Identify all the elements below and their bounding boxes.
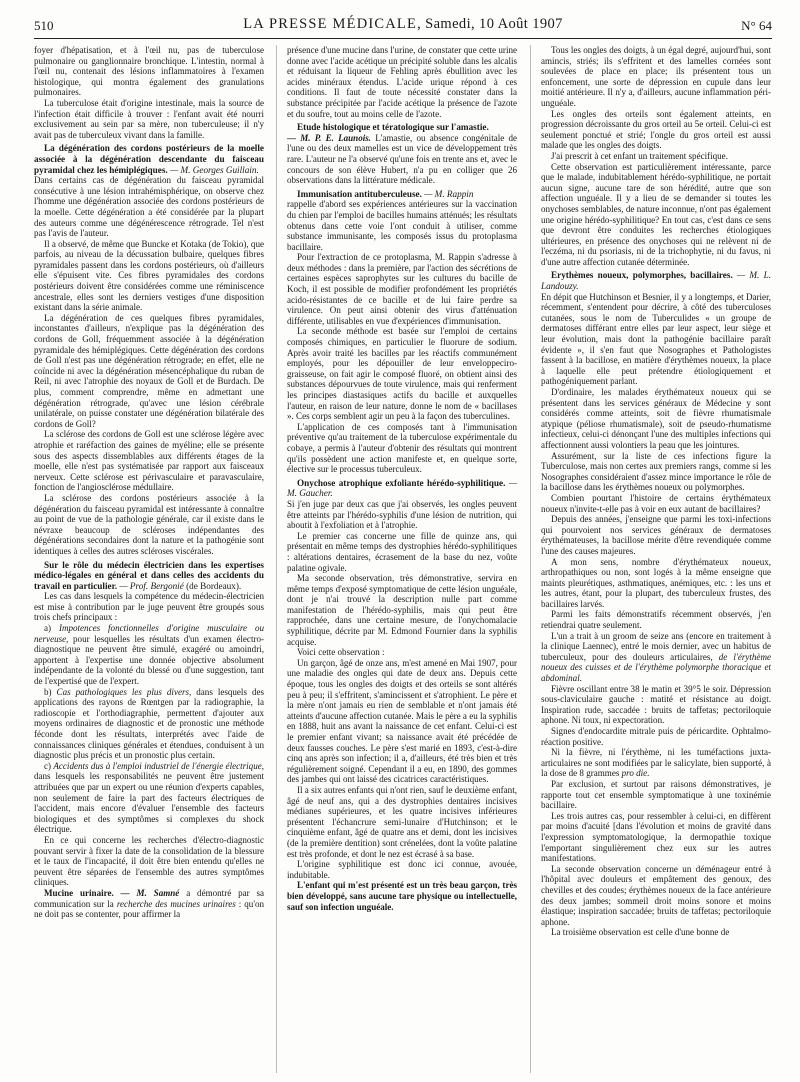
section-title: Erythèmes noueux, polymorphes, bacillaires. [551, 270, 733, 281]
paragraph: Les cas dans lesquels la compétence du médecin-électricien est mise à contribution par le juge peuvent être groupés sous trois chefs principaux : [34, 591, 264, 623]
paragraph: Il a six autres enfants qui n'ont rien, sauf le deuxième enfant, âgé de neuf ans, qui a des dystrophies dentaires incisives médianes supérieures, et les quatre incisives inférieures présentent l'échancrure semi-lunaire d'Hutchinson; et le cinquième enfant, âgé de quatre ans et demi, dont les incisives (de la première dentition) sont crénelées, dont la voûte palatine est très profonde, et dont le nez est écrasé à sa base. [287, 784, 517, 859]
section-author: — M. P. E. Launois. [287, 132, 372, 143]
item-emphasis: Accidents dus à l'emploi industriel de l'énergie électrique, [53, 760, 264, 771]
text-run: a démontré par sa communication sur la [34, 887, 264, 909]
paragraph [541, 631, 771, 684]
paragraph: Ma seconde observation, très démonstrative, servira en même temps d'exposé symptomatique de cette lésion unguéale, dont je n'ai trouvé la description nulle part comme manifestation de l'hérédo-syphilis, mais qui peut être rapprochée, dans une certaine mesure, de l'onychomalacie syphilitique, décrite par M. Edmond Fournier dans la syphilis acquise. [287, 573, 517, 647]
column-rule [276, 45, 277, 1073]
paragraph: L'application de ces composés tant à l'immunisation préventive qu'au traitement de la tuberculose expérimentale du cobaye, a permis à l'auteur d'obtenir des résultats qui montrent qu'ils possèdent une action manifeste et, en quelque sorte, élective sur le processus tuberculeux. [287, 421, 517, 475]
paragraph: La sclérose des cordons de Goll est une sclérose légère avec atrophie et raréfaction des gaines de myéline; elle se présente sous des aspects dissemblables aux différents étages de la moelle, elle n'est pas systématisée par rapport aux faisceaux nerveux. Cette sclérose est périvasculaire et paravasculaire, fonction de l'angiosclérose médullaire. [34, 429, 264, 493]
text-run: Ni la fièvre, ni l'érythème, ni les tuméfactions juxta-articulaires ne sont modifiées par le salicylate, bien supporté, à la dose de 8 grammes [541, 747, 771, 779]
text-emphasis: recherche des mucines urinaires [116, 898, 236, 909]
item-text: dans lesquels les responsabilités ne peuvent être justement attribuées que par un expert ou une réunion d'experts capables, non seulement de faire la part des facteurs électriques de l'accident, mais encore d'évaluer l'ensemble des facteurs biologiques et des symptômes si complexes du shock électrique. [34, 771, 264, 835]
section-title: Sur le rôle du médecin électricien dans les expertises médico-légales en général et dans celles des accidents du travail en particulier. [34, 559, 264, 591]
paragraph: Les trois autres cas, pour ressembler à celui-ci, en diffèrent par moins d'acuité [dans l'évolution et moins de gravité dans l'expression symptomatologique, la dermopathie toxique l'emportant singulièrement chez eux sur les autres manifestations. [541, 810, 771, 864]
text-run: : qu'on ne doit pas se contenter, pour affirmer la [34, 898, 264, 920]
text-emphasis: pro die. [621, 768, 650, 779]
paragraph: Tous les ongles des doigts, à un égal degré, aujourd'hui, sont amincis, striés; ils s'effritent et des lamelles cornées sont soulevées de place en place; ils présentent tous un enfoncement, une sorte de dépression en cupule dans leur moitié antérieure. Il n'y a, d'ailleurs, aucune inflammation péri-unguéale. [541, 45, 771, 108]
column-2 [287, 45, 517, 1075]
column-rule [530, 45, 531, 1073]
section-title: Immunisation antituberculeuse. [297, 188, 422, 199]
section-heading [287, 122, 517, 133]
paragraph: Signes d'endocardite mitrale puis de péricardite. Ophtalmo-réaction positive. [541, 726, 771, 747]
text-run: L'un a trait à un groom de seize ans (encore en traitement à la clinique Laennec), entré le mois dernier, avec un habitus de tuberculeux, pour des douleurs articulaires, [541, 630, 771, 662]
section-heading [287, 478, 517, 499]
list-item [34, 761, 264, 835]
column-1 [34, 45, 264, 1075]
item-emphasis: Cas pathologiques les plus divers, [56, 686, 192, 697]
item-label: c) [44, 760, 52, 771]
list-item [34, 623, 264, 687]
section-author: — M. Georges Guillain. [170, 164, 259, 175]
paragraph: foyer d'hépatisation, et à l'œil nu, pas de tuberculose pulmonaire ou ganglionnaire bronchique. L'intestin, normal à l'œil nu, contenait des lésions inflammatoires à l'examen histologique, qui montra également des granulations pulmonaires. [34, 45, 264, 98]
item-label: a) [44, 623, 52, 634]
paragraph: La seconde observation concerne un déménageur entré à l'hôpital avec douleurs et empâtement des genoux, des chevilles et des coudes; érythèmes noueux de la face antérieure des deux jambes; sommeil droit moins sonore et moins élastique; inspiration saccadée; bruits de taffetas; pectoriloquie aphone. [541, 863, 771, 927]
section-heading [287, 189, 517, 200]
paragraph: présence d'une mucine dans l'urine, de constater que cette urine donne avec l'acide acétique un précipité soluble dans les alcalis et réduisant la liqueur de Fehling après ébullition avec les acides minéraux étendus. L'acide urique répond à ces conditions. Il faut de toute nécessité constater dans la substance précipitée par l'acide acétique la présence de l'azote et du soufre, tout au moins celle de l'azote. [287, 45, 517, 119]
paragraph [541, 747, 771, 779]
section-heading [34, 143, 264, 175]
paragraph: Si j'en juge par deux cas que j'ai observés, les ongles peuvent être atteints par l'hérédo-syphilis d'une lésion de nutrition, qui aboutit à l'exfoliation et à l'atrophie. [287, 498, 517, 531]
issue-date: , Samedi, 10 Août 1907 [417, 16, 563, 32]
paragraph: En ce qui concerne les recherches d'électro-diagnostic pouvant servir à fixer la date de la consolidation de la blessure et le taux de l'incapacité, il doit être bien entendu qu'elles ne peuvent être séparées de l'ensemble des autres symptômes cliniques. [34, 834, 264, 888]
paragraph: La dégénération de ces quelques fibres pyramidales, inconstantes d'ailleurs, n'explique pas la dégénération des cordons de Goll, fréquemment associée à la dégénération pyramidale des hémiplégiques. Cette dégénération des cordons de Goll n'est pas une dégénération rétrograde; en effet, elle ne coïncide ni avec la dégénération mésencéphalique du ruban de Reil, ni avec l'atrophie des noyaux de Goll et de Burdach. De plus, comment comprendre, même en admettant une dégénération rétrograde, qu'avec une lésion cérébrale unilatérale, on puisse constater une dégénération bilatérale des cordons de Goll? [34, 312, 264, 429]
paragraph: J'ai prescrit à cet enfant un traitement spécifique. [551, 150, 728, 161]
paragraph: A mon sens, nombre d'érythémateux noueux, arthropathiques ou non, sont logés à la même enseigne que maints pleurétiques, asthmatiques, anémiques, etc. : les uns et les autres, étant, pour la plupart, des tuberculeux frustes, des bacillaires larvés. [541, 556, 771, 609]
paragraph: Dans certains cas de dégénération du faisceau pyramidal consécutive à une lésion intrahémisphérique, on observe chez l'homme une dégénération associée des cordons postérieurs de la moelle. Cette dégénération a été considérée par la plupart des auteurs comme une dégénérescence rétrograde. Tel n'est pas l'avis de l'auteur. [34, 175, 264, 239]
paragraph: Assurément, sur la liste de ces infections figure la Tuberculose, mais non certes aux premiers rangs, comme si les Nosographes considéraient d'assez mince importance le rôle de la bacillose dans les érythèmes noueux ou polymorphes. [541, 450, 771, 493]
section-heading [34, 560, 264, 592]
paragraph: L'origine syphilitique est donc ici connue, avouée, indubitable. [287, 859, 517, 880]
paragraph [287, 133, 517, 186]
author-location: (de Bordeaux). [186, 580, 242, 591]
paragraph: D'ordinaire, les malades érythémateux noueux qui se présentent dans les services généraux de Médecine y sont considérés comme atteints, soit de fièvre rhumatismale atypique (péliose rhumatismale), soit de pseudo-rhumatisme infectieux, celui-ci dénonçant l'une des multiples infections qui affectionnent aussi volontiers la peau que les jointures. [541, 387, 771, 450]
section-title: La dégénération des cordons postérieurs de la moelle associée à la dégénération descendante du faisceau pyramidal chez les hémiplégiques. [34, 143, 264, 175]
paragraph: Les ongles des orteils sont également atteints, en progression décroissante du gros orteil au 5e orteil. Celui-ci est seulement ponctué et strié; l'ongle du gros orteil est aussi malade que les ongles des doigts. [541, 108, 771, 151]
journal-name: LA PRESSE MÉDICALE [243, 16, 418, 32]
list-item [34, 687, 264, 761]
section-title: Mucine urinaire. [44, 887, 114, 898]
paragraph: Par exclusion, et surtout par raisons démonstratives, je rapporte tout cet ensemble symptomatique à une toxinémie bacillaire. [541, 778, 771, 811]
paragraph: Combien pourtant l'histoire de certains érythémateux noueux n'invite-t-elle pas à voir en eux autant de bacillaires? [541, 492, 771, 514]
paragraph: Le premier cas concerne une fille de quinze ans, qui présentait en même temps des dystrophies hérédo-syphilitiques : altérations dentaires, écrasement de la base du nez, voûte palatine ogivale. [287, 530, 517, 573]
section-author: — M. L. Landouzy. [541, 270, 771, 292]
item-text: dans lesquels des applications des rayons de Rœntgen par la radiographie, la radioscopie et l'orthodiagraphie, permettent d'ajouter aux moyens ordinaires de diagnostic et de pronostic une méthode féconde dont les résultats, interprétés avec l'aide de connaissances cliniques générales et étendues, conduisent à un diagnostic plus précis et un pronostic plus certain. [34, 686, 264, 761]
section-author: — M. Samné [120, 887, 180, 898]
paragraph: Fièvre oscillant entre 38 le matin et 39°5 le soir. Dépression sous-claviculaire gauche : matité et résistance au doigt. Inspiration rude, saccadée : bruits de taffetas; pectoriloquie aphone. Ni toux, ni expectoration. [541, 683, 771, 726]
paragraph: Parmi les faits démonstratifs récemment observés, j'en retiendrai quatre seulement. [541, 609, 771, 631]
page-header [34, 16, 772, 39]
section-heading [541, 270, 771, 291]
page-number: 510 [34, 18, 54, 33]
paragraph: La seconde méthode est basée sur l'emploi de certains composés chimiques, en particulier le fluorure de sodium. Après avoir traité les bacilles par les réactifs communément employés, pour les dépouiller de leur enveloppeciro-graisseuse, on fait agir le composé fluoré, on obtient ainsi des substances dépourvues de toute virulence, mais qui renferment les principes diastasiques actifs du bacille et auxquelles l'auteur, en raison de leur nature, donne le nom de « bacillases ». Ces corps semblent agir un peu à la façon des tuberculines. [287, 326, 517, 422]
paragraph: Il a observé, de même que Buncke et Kotaka (de Tokio), que parfois, au niveau de la décussation bulbaire, quelques fibres pyramidales passent dans les cordons postérieurs, où d'ailleurs elle s'épuisent vite. Ces fibres pyramidales des cordons postérieurs doivent être considérées comme une réminiscence ancestrale, elles sont les derniers vestiges d'une disposition existant dans la série animale. [34, 238, 264, 313]
paragraph: Voici cette observation : [297, 647, 385, 658]
paragraph: En dépit que Hutchinson et Besnier, il y a longtemps, et Darier, récemment, s'entendent pour décrire, à côté des tuberculoses cutanées, sous le nom de Tuberculides « un groupe de dermatoses différant entre elles par leur aspect, leur siège et leur évolution, mais dont la pathogénie bacillaire paraît évidente », il s'en faut que Nosographes et Pathologistes fassent à la bacillose, en matière d'érythèmes noueux, la place à laquelle elle peut prétendre étiologiquement et pathogéniquement parlant. [541, 291, 771, 387]
paragraph: Pour l'extraction de ce protoplasma, M. Rappin s'adresse à deux méthodes : dans la première, par l'action des sécrétions de certaines espèces saprophytes sur les cultures du bacille de Koch, il est possible de modifier profondément les propriétés acido-résistantes de ce bacille et de lui faire perdre sa virulence. On peut ainsi obtenir des virus d'atténuation différente, utilisables en vue d'expériences d'immunisation. [287, 252, 517, 326]
paragraph: La tuberculose était d'origine intestinale, mais la source de l'infection était difficile à trouver : l'enfant avait été nourri exclusivement au sein par sa mère, non tuberculeuse; il n'y avait pas de tuberculeux vivant dans la famille. [34, 97, 264, 140]
item-emphasis: Impotences fonctionnelles d'origine musculaire ou nerveuse, [34, 623, 264, 644]
issue-number: N° 64 [741, 18, 772, 33]
paragraph [34, 888, 264, 920]
running-title [34, 16, 772, 33]
section-author: — M. Gaucher. [287, 477, 517, 499]
section-title: Etude histologique et tératologique sur l'amastie. [297, 122, 489, 133]
text-emphasis: de l'érythème noueux des cuisses et de l'érythème polymorphe thoracique et abdominal. [541, 651, 771, 684]
paragraph: rappelle d'abord ses expériences antérieures sur la vaccination du chien par l'emploi de bacilles humains atténués; les résultats obtenus dans cette voie l'ont conduit à utiliser, comme substance immunisante, les composés issus du protoplasma bacillaire. [287, 199, 517, 252]
paragraph: La troisième observation est celle d'une bonne de [551, 927, 730, 938]
column-3 [541, 45, 771, 1075]
item-text: pour lesquelles les résultats d'un examen électro-diagnostique ne peuvent être simulé, exagéré ou amoindri, apportent à l'expertise une donnée objective absolument indépendante de la volonté du blessé ou d'une suggestion, tant de l'expertisé que de l'expert. [34, 633, 264, 687]
item-label: b) [44, 686, 52, 697]
section-title: Onychose atrophique exfoliante hérédo-syphilitique. [297, 477, 506, 488]
paragraph: La sclérose des cordons postérieurs associée à la dégénération du faisceau pyramidal est intéressante à connaître au point de vue de la pathologie générale, car il existe dans le névraxe beaucoup de scléroses indépendantes des dégénérations secondaires dont la nature et la pathogénie sont identiques à celles des autres scléroses viscérales. [34, 492, 264, 556]
paragraph: Depuis des années, j'enseigne que parmi les toxi-infections qui pourvoient nos services généraux de dermatoses érythémateuses, la bacillose mérite d'être revendiquée comme l'une des causes majeures. [541, 514, 771, 556]
text-run: L'amastie, ou absence congénitale de l'une ou des deux mamelles est un vice de développement très rare. L'auteur ne l'a observé qu'une fois en trente ans et, avec le concours de son élève Hubert, n'a pu en colliger que 26 observations dans la littérature médicale. [287, 132, 517, 186]
paragraph: Un garçon, âgé de onze ans, m'est amené en Mai 1907, pour une maladie des ongles qui date de deux ans. Depuis cette époque, tous les ongles des doigts et des orteils se sont altérés peu à peu; il s'effritent, s'amincissent et s'atrophient. Le père et la mère n'ont jamais eu rien de semblable et n'ont jamais été atteints d'aucune affection cutanée. Mais le père a eu la syphilis en 1888, huit ans avant la naissance de cet enfant. Celui-ci est le premier enfant vivant; sa naissance avait été précédée de deux fausses couches. Le père s'est marié en 1893, c'est-à-dire cinq ans après son infection; il a, d'ailleurs, été très bien et très régulièrement soigné. Cependant il a eu, en 1890, des gommes des jambes qui ont laissé des cicatrices caractéristiques. [287, 657, 517, 785]
paragraph: L'enfant qui m'est présenté est un très beau garçon, très bien développé, sans aucune tare physique ou intellectuelle, sauf son infection unguéale. [287, 880, 517, 912]
section-author: — M. Rappin [424, 188, 474, 199]
paragraph: Cette observation est particulièrement intéressante, parce que le malade, indubitablement hérédo-syphilitique, ne portait aucun signe, aucune tare de son hérédité, autre que son affection unguéale. Il y a lieu de se demander si toutes les onychoses semblables, de nature inconnue, n'ont pas également une origine hérédo-syphilitique? En tout cas, c'est dans ce sens que devront être conduites les recherches étiologiques ultérieures, en présence des onychoses qui ne relèvent ni de l'eczéma, ni du psoriasis, ni de la trichophytie, ni du favus, ni d'une autre affection cutanée déterminée. [541, 161, 771, 267]
section-author: — Prof. Bergonié [119, 580, 184, 591]
